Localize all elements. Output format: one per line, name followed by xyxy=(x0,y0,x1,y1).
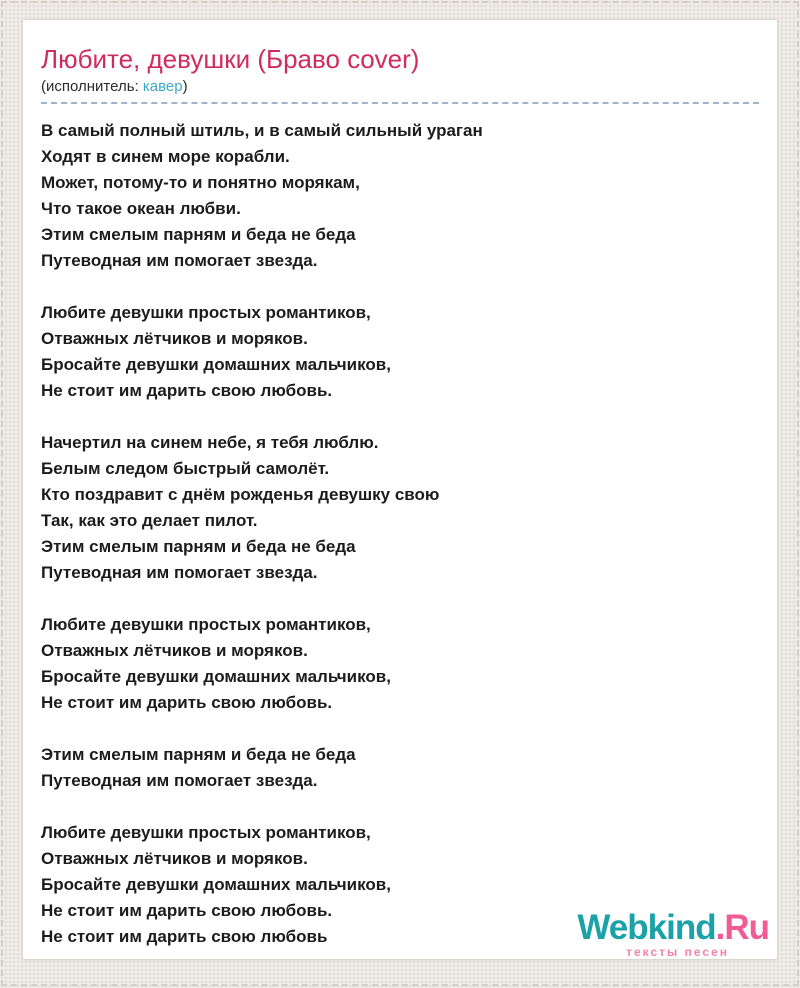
lyric-line: Путеводная им помогает звезда. xyxy=(41,562,318,582)
lyrics-stanza xyxy=(41,118,759,274)
logo-ru-text: .Ru xyxy=(715,908,769,947)
webkind-logo[interactable] xyxy=(577,910,769,958)
lyric-line: Не стоит им дарить свою любовь. xyxy=(41,900,333,920)
logo-wordmark xyxy=(577,908,769,947)
artist-label-prefix: (исполнитель: xyxy=(41,78,143,96)
artist-label-suffix: ) xyxy=(182,78,188,96)
logo-tagline: тексты песен xyxy=(626,945,729,959)
lyric-line: В самый полный штиль, и в самый сильный ураган xyxy=(41,120,483,140)
lyrics-card xyxy=(22,19,778,960)
lyrics-stanza xyxy=(41,300,759,404)
page-title: Любите, девушки (Браво cover) xyxy=(41,44,420,74)
lyrics-stanza xyxy=(41,612,759,716)
logo-webkind-text: Webkind xyxy=(577,908,716,947)
lyric-line: Ходят в синем море корабли. xyxy=(41,146,290,166)
lyric-line: Не стоит им дарить свою любовь xyxy=(41,926,328,946)
lyric-line: Отважных лётчиков и моряков. xyxy=(41,848,308,868)
dotted-separator xyxy=(41,102,759,104)
lyric-line: Может, потому-то и понятно морякам, xyxy=(41,172,360,192)
lyric-line: Белым следом быстрый самолёт. xyxy=(41,458,330,478)
lyric-line: Этим смелым парням и беда не беда xyxy=(41,224,356,244)
lyric-line: Путеводная им помогает звезда. xyxy=(41,770,318,790)
lyric-line: Начертил на синем небе, я тебя люблю. xyxy=(41,432,379,452)
lyric-line: Так, как это делает пилот. xyxy=(41,510,258,530)
lyric-line: Любите девушки простых романтиков, xyxy=(41,822,371,842)
lyric-line: Бросайте девушки домашних мальчиков, xyxy=(41,874,391,894)
lyric-line: Что такое океан любви. xyxy=(41,198,241,218)
lyric-line: Этим смелым парням и беда не беда xyxy=(41,744,356,764)
lyric-line: Путеводная им помогает звезда. xyxy=(41,250,318,270)
lyric-line: Любите девушки простых романтиков, xyxy=(41,302,371,322)
lyric-line: Кто поздравит с днём рожденья девушку свою xyxy=(41,484,440,504)
lyric-line: Не стоит им дарить свою любовь. xyxy=(41,380,333,400)
lyric-line: Этим смелым парням и беда не беда xyxy=(41,536,356,556)
lyric-line: Любите девушки простых романтиков, xyxy=(41,614,371,634)
artist-line xyxy=(41,78,759,97)
lyrics-stanza xyxy=(41,742,759,794)
lyrics-text xyxy=(41,118,759,950)
lyrics-stanza xyxy=(41,430,759,586)
lyric-line: Отважных лётчиков и моряков. xyxy=(41,640,308,660)
lyric-line: Бросайте девушки домашних мальчиков, xyxy=(41,666,391,686)
lyric-line: Не стоит им дарить свою любовь. xyxy=(41,692,333,712)
lyric-line: Отважных лётчиков и моряков. xyxy=(41,328,308,348)
artist-link[interactable]: кавер xyxy=(142,78,183,96)
lyric-line: Бросайте девушки домашних мальчиков, xyxy=(41,354,391,374)
